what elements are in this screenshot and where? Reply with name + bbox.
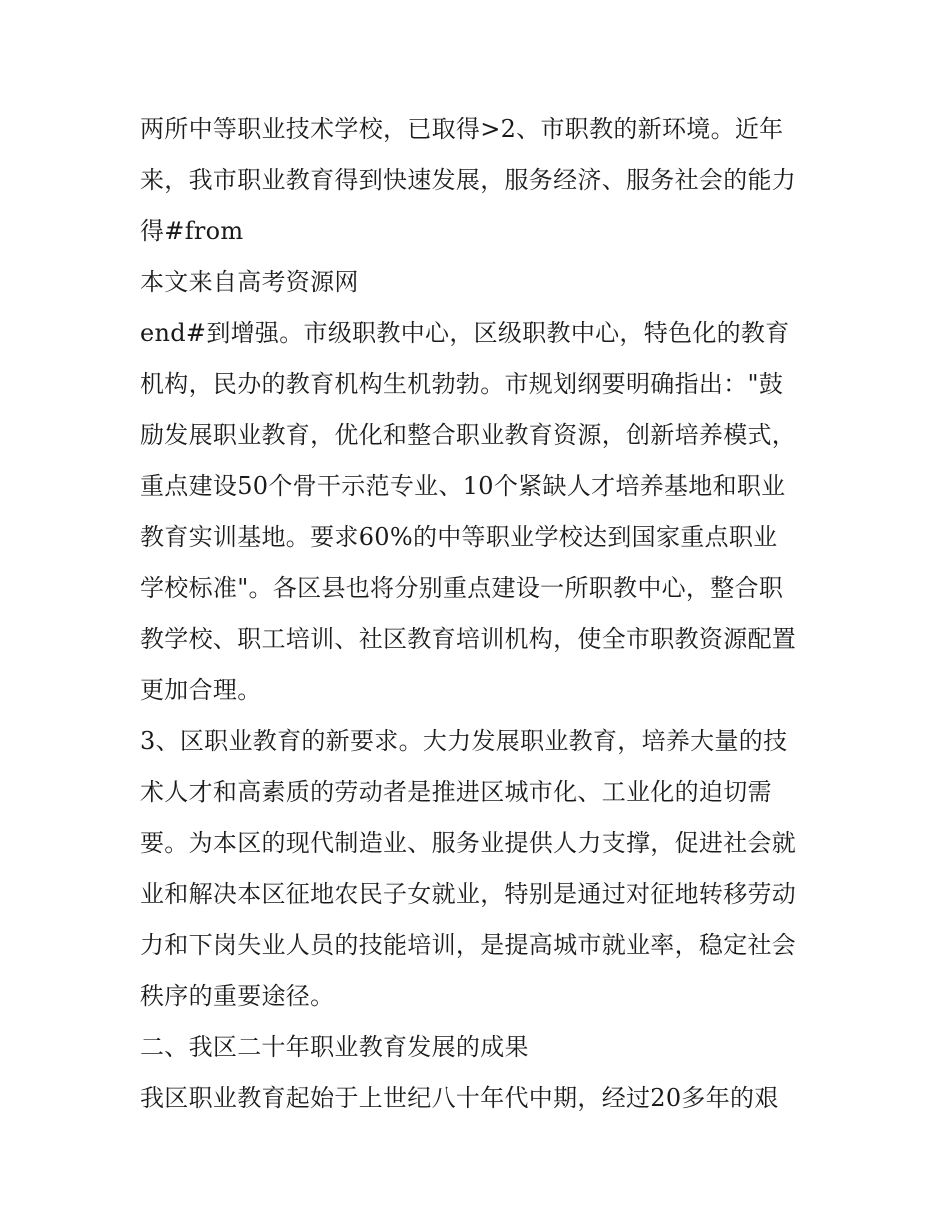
text-line: 3、区职业教育的新要求。大力发展职业教育，培养大量的技 <box>140 727 788 755</box>
text-line: 重点建设50个骨干示范专业、10个紧缺人才培养基地和职业 <box>140 472 786 500</box>
text-line: 来，我市职业教育得到快速发展，服务经济、服务社会的能力 <box>140 166 797 194</box>
text-line: 本文来自高考资源网 <box>140 268 359 296</box>
text-line: 秩序的重要途径。 <box>140 982 335 1010</box>
text-line: 教育实训基地。要求60%的中等职业学校达到国家重点职业 <box>140 523 778 551</box>
text-line: 我区职业教育起始于上世纪八十年代中期，经过20多年的艰 <box>140 1084 779 1112</box>
text-line: 要。为本区的现代制造业、服务业提供人力支撑，促进社会就 <box>140 829 797 857</box>
text-line: 业和解决本区征地农民子女就业，特别是通过对征地转移劳动 <box>140 880 797 908</box>
text-line: 得#from <box>140 217 244 245</box>
text-line: 力和下岗失业人员的技能培训，是提高城市就业率，稳定社会 <box>140 931 797 959</box>
text-line: 机构，民办的教育机构生机勃勃。市规划纲要明确指出："鼓 <box>140 370 784 398</box>
text-line: 两所中等职业技术学校，已取得>2、市职教的新环境。近年 <box>140 115 784 143</box>
document-body <box>140 104 830 1124</box>
section-heading: 二、我区二十年职业教育发展的成果 <box>140 1033 529 1061</box>
text-line: 励发展职业教育，优化和整合职业教育资源，创新培养模式， <box>140 421 797 449</box>
text-line: 更加合理。 <box>140 676 262 704</box>
text-line: 学校标准"。各区县也将分别重点建设一所职教中心，整合职 <box>140 574 784 602</box>
text-line: 术人才和高素质的劳动者是推进区城市化、工业化的迫切需 <box>140 778 772 806</box>
text-line: end#到增强。市级职教中心，区级职教中心，特色化的教育 <box>140 319 790 347</box>
text-line: 教学校、职工培训、社区教育培训机构，使全市职教资源配置 <box>140 625 797 653</box>
